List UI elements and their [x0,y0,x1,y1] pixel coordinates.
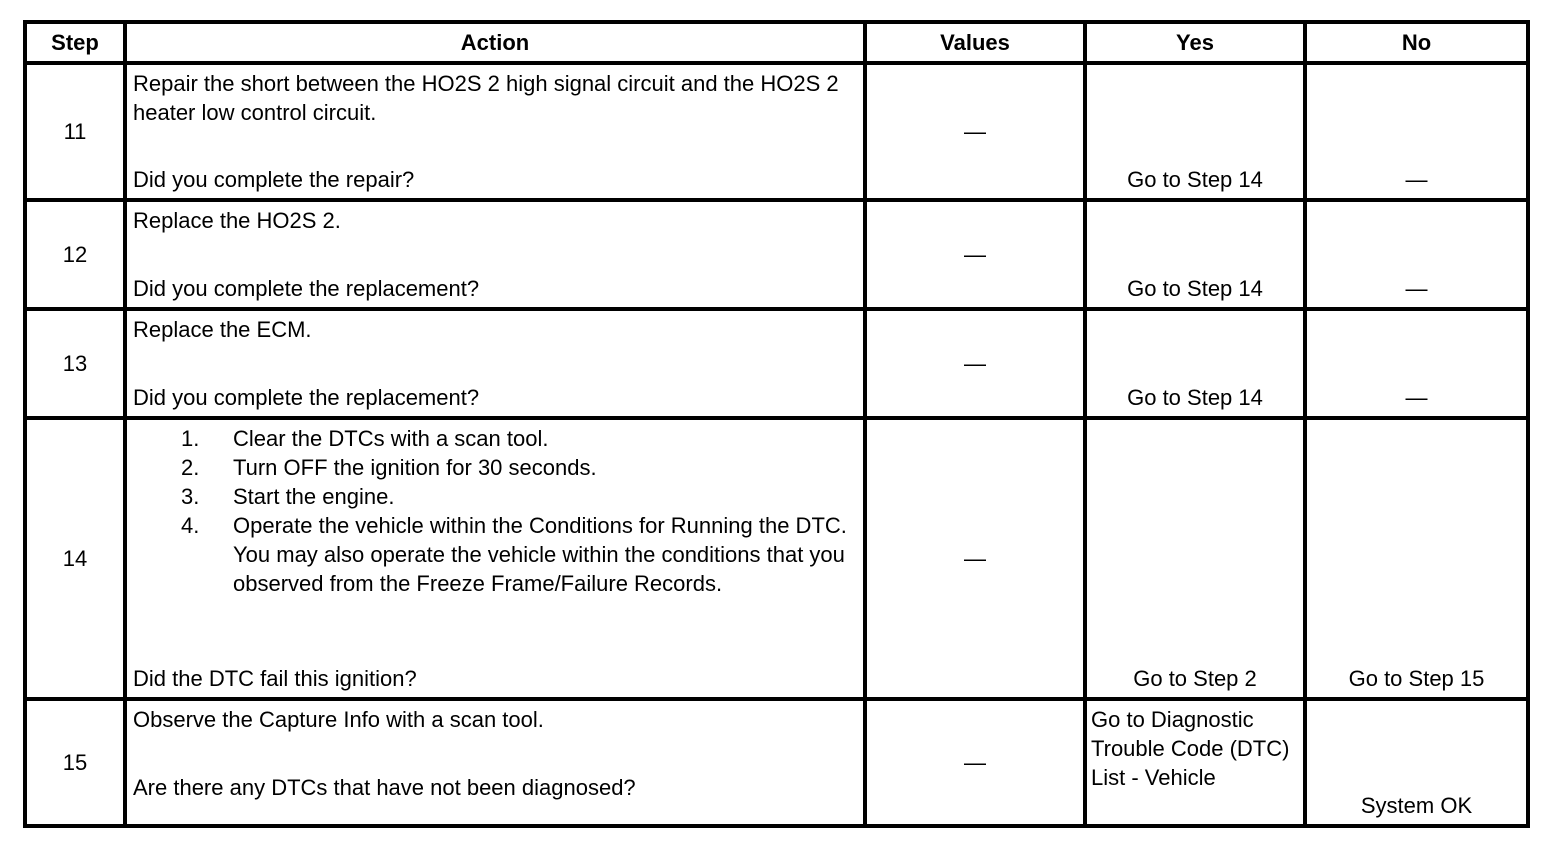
yes-cell [1085,309,1305,418]
yes-link: Go to Step 2 [1133,666,1257,691]
list-item-number: 2. [181,455,200,480]
values-cell: — [865,418,1085,699]
values-cell: — [865,699,1085,826]
header-no: No [1305,22,1528,63]
list-item-text: Operate the vehicle within the Conditions for Running the DTC. You may also operate the vehicle within the conditions that you observed from the Freeze Frame/Failure Records. [233,513,847,596]
action-step-list [133,424,857,598]
yes-cell [1085,418,1305,699]
header-action: Action [125,22,865,63]
no-cell [1305,418,1528,699]
header-row [25,22,1528,63]
header-values: Values [865,22,1085,63]
table-row [25,200,1528,309]
action-cell [125,699,865,826]
action-cell [125,63,865,200]
diagnostic-steps-table [23,20,1530,828]
action-question: Did the DTC fail this ignition? [133,666,417,691]
values-cell: — [865,63,1085,200]
no-cell [1305,699,1528,826]
yes-link: Go to Step 14 [1127,167,1263,192]
list-item-text: Turn OFF the ignition for 30 seconds. [233,455,597,480]
list-item-number: 1. [181,426,200,451]
header-yes: Yes [1085,22,1305,63]
yes-link: Go to Diagnostic Trouble Code (DTC) List - Vehicle [1091,707,1290,790]
no-value: — [1405,167,1428,192]
list-item [133,424,857,453]
action-instruction: Replace the ECM. [133,317,312,342]
table-row [25,418,1528,699]
no-value: — [1405,385,1428,410]
yes-link: Go to Step 14 [1127,276,1263,301]
table-row [25,699,1528,826]
values-cell: — [865,200,1085,309]
no-value: — [1405,276,1428,301]
action-cell [125,418,865,699]
no-value: System OK [1360,793,1473,818]
no-cell [1305,200,1528,309]
action-instruction: Replace the HO2S 2. [133,208,341,233]
header-step: Step [25,22,125,63]
no-cell [1305,63,1528,200]
list-item-text: Start the engine. [233,484,395,509]
table-row [25,63,1528,200]
list-item-number: 4. [181,513,200,538]
list-item [133,482,857,511]
no-link: Go to Step 15 [1348,666,1485,691]
table-row [25,309,1528,418]
list-item-text: Clear the DTCs with a scan tool. [233,426,549,451]
step-number: 14 [25,418,125,699]
action-instruction: Repair the short between the HO2S 2 high signal circuit and the HO2S 2 heater low control circuit. [133,71,839,125]
action-question: Did you complete the replacement? [133,276,480,301]
yes-cell [1085,200,1305,309]
step-number: 13 [25,309,125,418]
step-number: 15 [25,699,125,826]
action-cell [125,200,865,309]
action-cell [125,309,865,418]
list-item-number: 3. [181,484,200,509]
action-question: Did you complete the repair? [133,167,415,192]
yes-cell [1085,699,1305,826]
action-question: Are there any DTCs that have not been diagnosed? [133,775,636,800]
list-item [133,453,857,482]
action-instruction: Observe the Capture Info with a scan tool. [133,707,544,732]
yes-cell [1085,63,1305,200]
action-question: Did you complete the replacement? [133,385,480,410]
yes-link: Go to Step 14 [1127,385,1263,410]
values-cell: — [865,309,1085,418]
list-item [133,511,857,598]
step-number: 11 [25,63,125,200]
no-cell [1305,309,1528,418]
step-number: 12 [25,200,125,309]
